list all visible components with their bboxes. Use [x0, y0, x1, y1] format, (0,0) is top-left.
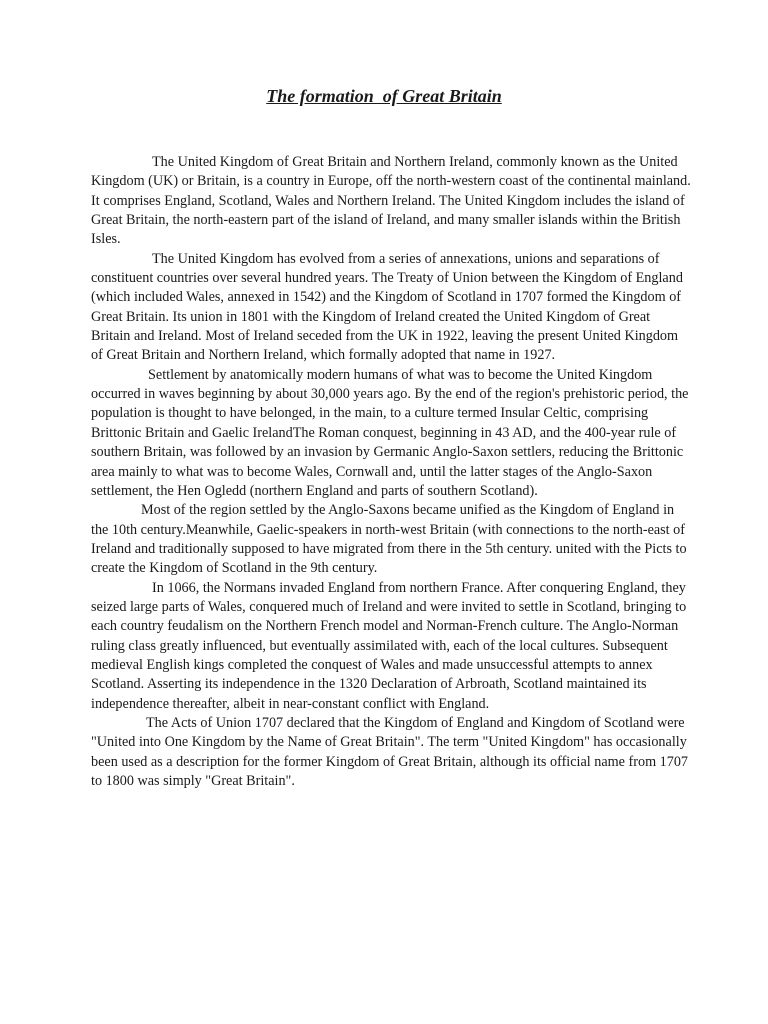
paragraph-4: Most of the region settled by the Anglo-Saxons became unified as the Kingdom of England in the 10th century.Meanwhile, Gaelic-speakers in north-west Britain (with connections to the north-east of Ireland and traditionally supposed to have migrated from there in the 5th century. united with the Picts to create the Kingdom of Scotland in the 9th century. [91, 502, 687, 577]
paragraph-3: Settlement by anatomically modern humans of what was to become the United Kingdom occurred in waves beginning by about 30,000 years ago. By the end of the region's prehistoric period, the population is thought to have belonged, in the main, to a culture termed Insular Celtic, comprising Brittonic Britain and Gaelic IrelandThe Roman conquest, beginning in 43 AD, and the 400-year rule of southern Britain, was followed by an invasion by Germanic Anglo-Saxon settlers, reducing the Brittonic area mainly to what was to become Wales, Cornwall and, until the latter stages of the Anglo-Saxon settlement, the Hen Ogledd (northern England and parts of southern Scotland). [91, 366, 689, 499]
paragraph-6: The Acts of Union 1707 declared that the Kingdom of England and Kingdom of Scotland were "United into One Kingdom by the Name of Great Britain". The term "United Kingdom" has occasionally been used as a description for the former Kingdom of Great Britain, although its official name from 1707 to 1800 was simply "Great Britain". [91, 714, 689, 789]
paragraph-1: The United Kingdom of Great Britain and Northern Ireland, commonly known as the United Kingdom (UK) or Britain, is a country in Europe, off the north-western coast of the continental mainland. It comprises England, Scotland, Wales and Northern Ireland. The United Kingdom includes the island of Great Britain, the north-eastern part of the island of Ireland, and many smaller islands within the British Isles. [91, 154, 691, 248]
document-body [91, 153, 691, 791]
page-title: The formation of Great Britain [266, 86, 502, 106]
paragraph-2: The United Kingdom has evolved from a series of annexations, unions and separations of constituent countries over several hundred years. The Treaty of Union between the Kingdom of England (which included Wales, annexed in 1542) and the Kingdom of Scotland in 1707 formed the Kingdom of Great Britain. Its union in 1801 with the Kingdom of Ireland created the United Kingdom of Great Britain and Ireland. Most of Ireland seceded from the UK in 1922, leaving the present United Kingdom of Great Britain and Northern Ireland, which formally adopted that name in 1927. [91, 250, 683, 364]
paragraph-5: In 1066, the Normans invaded England from northern France. After conquering England, they seized large parts of Wales, conquered much of Ireland and were invited to settle in Scotland, bringing to each country feudalism on the Northern French model and Norman-French culture. The Anglo-Norman ruling class greatly influenced, but eventually assimilated with, each of the local cultures. Subsequent medieval English kings completed the conquest of Wales and made unsuccessful attempts to annex Scotland. Asserting its independence in the 1320 Declaration of Arbroath, Scotland maintained its independence thereafter, albeit in near-constant conflict with England. [91, 579, 687, 712]
